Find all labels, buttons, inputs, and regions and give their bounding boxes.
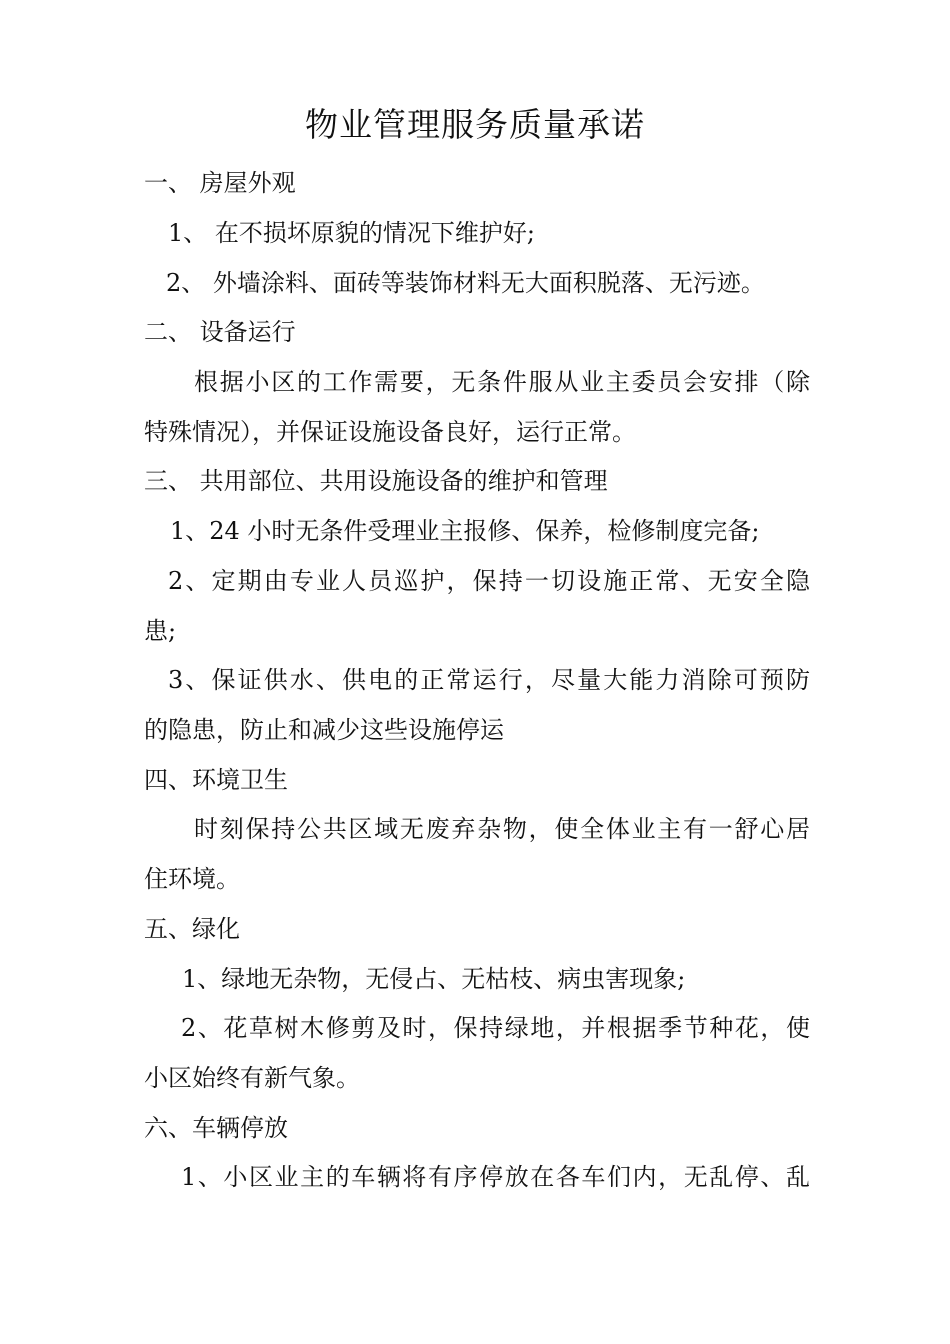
shared-facilities-item-3-line-1: 3、保证供水、供电的正常运行，尽量大能力消除可预防 [168,666,810,694]
parking-item-1-line-1: 1、小区业主的车辆将有序停放在各车们内，无乱停、乱 [181,1163,810,1191]
section-heading-equipment: 二、 设备运行 [144,318,296,346]
equipment-paragraph-line-1: 根据小区的工作需要，无条件服从业主委员会安排（除 [194,368,810,396]
section-heading-greening: 五、绿化 [144,915,240,943]
section-heading-sanitation: 四、环境卫生 [144,766,288,794]
greening-item-1: 1、绿地无杂物，无侵占、无枯枝、病虫害现象; [182,965,686,993]
greening-item-2-line-2: 小区始终有新气象。 [144,1064,360,1092]
shared-facilities-item-2-line-2: 患; [144,617,177,645]
section-heading-shared-facilities: 三、 共用部位、共用设施设备的维护和管理 [144,467,608,495]
equipment-paragraph-line-2: 特殊情况），并保证设施设备良好，运行正常。 [144,418,636,446]
section-heading-parking: 六、车辆停放 [144,1114,288,1142]
exterior-item-2: 2、 外墙涂料、面砖等装饰材料无大面积脱落、无污迹。 [166,269,765,297]
sanitation-paragraph-line-2: 住环境。 [144,865,240,893]
shared-facilities-item-3-line-2: 的隐患，防止和减少这些设施停运 [144,716,504,744]
document-title: 物业管理服务质量承诺 [305,105,645,144]
greening-item-2-line-1: 2、花草树木修剪及时，保持绿地，并根据季节种花，使 [181,1014,810,1042]
sanitation-paragraph-line-1: 时刻保持公共区域无废弃杂物，使全体业主有一舒心居 [194,815,810,843]
shared-facilities-item-2-line-1: 2、定期由专业人员巡护，保持一切设施正常、无安全隐 [168,567,810,595]
shared-facilities-item-1: 1、24 小时无条件受理业主报修、保养，检修制度完备; [170,517,760,545]
section-heading-exterior: 一、 房屋外观 [144,169,296,197]
exterior-item-1: 1、 在不损坏原貌的情况下维护好; [168,219,535,247]
